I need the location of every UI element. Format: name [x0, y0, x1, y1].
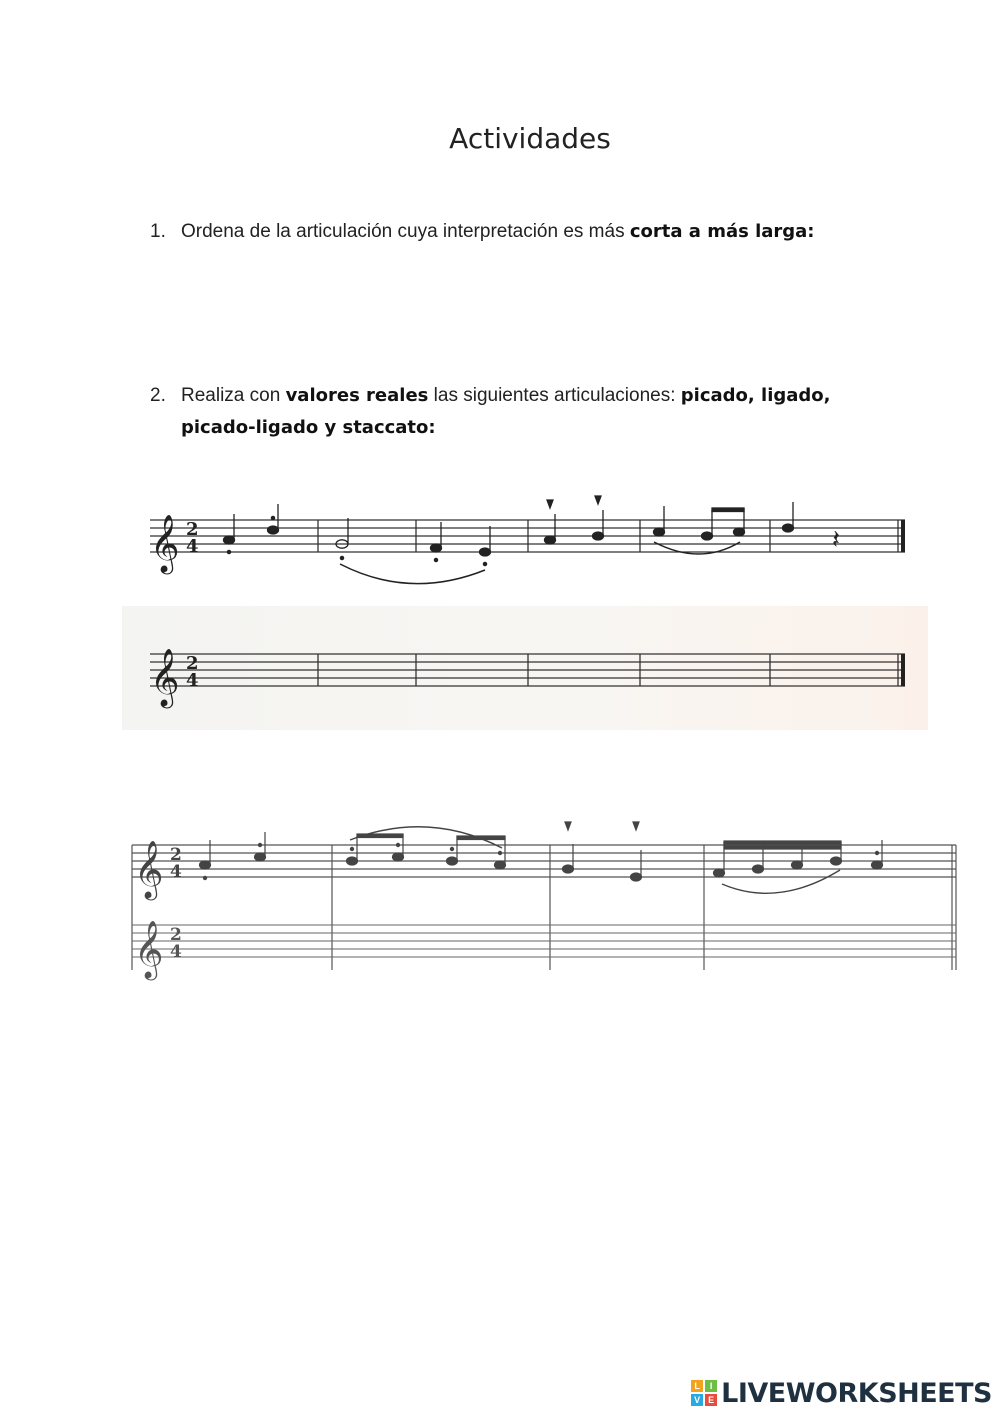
- exercise-1-empty-staff: [140, 648, 910, 708]
- liveworksheets-brand: [691, 1378, 992, 1408]
- treble-clef-icon: 𝄞: [150, 514, 180, 572]
- note: [393, 853, 404, 861]
- logo-letter: E: [705, 1394, 717, 1406]
- question-2-bold-a: valores reales: [285, 385, 429, 406]
- time-signature-top: 2: [186, 653, 199, 674]
- page-title: Actividades: [449, 122, 611, 155]
- note: [545, 536, 556, 544]
- question-2-bold-c: picado-ligado y staccato:: [181, 417, 436, 438]
- time-signature-bottom: 4: [170, 942, 182, 962]
- question-1: [150, 216, 815, 248]
- time-signature-bottom: 4: [186, 536, 199, 557]
- note: [702, 532, 713, 540]
- slur: [340, 564, 485, 584]
- note: [200, 861, 211, 869]
- question-2-text-b: las siguientes articulaciones:: [428, 385, 681, 406]
- question-1-number: 1.: [150, 221, 166, 242]
- beam: [724, 841, 841, 844]
- logo-letter: I: [705, 1380, 717, 1392]
- note: [347, 857, 358, 865]
- time-signature-top: 2: [186, 519, 199, 540]
- note: [224, 536, 235, 544]
- question-2-bold-b: picado, ligado,: [680, 385, 831, 406]
- note: [447, 857, 458, 865]
- time-signature-top: 2: [170, 845, 182, 865]
- exercise-2-staff: [128, 820, 960, 898]
- note: [631, 873, 642, 881]
- treble-clef-icon: 𝄞: [134, 920, 164, 978]
- note: [563, 865, 574, 873]
- note: [831, 857, 842, 865]
- staccatissimo-mark: [547, 500, 553, 508]
- question-1-bold: corta a más larga:: [629, 221, 815, 242]
- exercise-2-empty-staff: [128, 905, 960, 978]
- question-2-number: 2.: [150, 385, 166, 406]
- question-1-text: Ordena de la articulación cuya interpretación es más: [181, 221, 630, 242]
- liveworksheets-logo-icon: [691, 1380, 717, 1406]
- beam: [724, 846, 841, 849]
- slur: [722, 870, 840, 893]
- exercise-1-staff: [140, 500, 910, 595]
- note: [593, 532, 604, 540]
- time-signature-top: 2: [170, 925, 182, 945]
- note: [792, 861, 803, 869]
- logo-letter: L: [691, 1380, 703, 1392]
- note: [654, 528, 665, 536]
- note: [734, 528, 745, 536]
- logo-letter: V: [691, 1394, 703, 1406]
- note: [783, 524, 794, 532]
- treble-clef-icon: 𝄞: [150, 648, 180, 706]
- question-2-text-a: Realiza con: [181, 385, 286, 406]
- note: [714, 869, 725, 877]
- time-signature-bottom: 4: [170, 862, 182, 882]
- treble-clef-icon: 𝄞: [134, 840, 164, 898]
- note: [431, 544, 442, 552]
- brand-name: LIVEWORKSHEETS: [721, 1377, 992, 1409]
- time-signature-bottom: 4: [186, 670, 199, 691]
- question-2: [150, 380, 830, 444]
- note: [255, 853, 266, 861]
- staccato-dot: [227, 550, 230, 553]
- quarter-rest-icon: 𝄽: [832, 525, 840, 555]
- note: [872, 861, 883, 869]
- note: [268, 526, 279, 534]
- note: [495, 861, 506, 869]
- note: [753, 865, 764, 873]
- beam: [712, 508, 744, 512]
- note: [480, 548, 491, 556]
